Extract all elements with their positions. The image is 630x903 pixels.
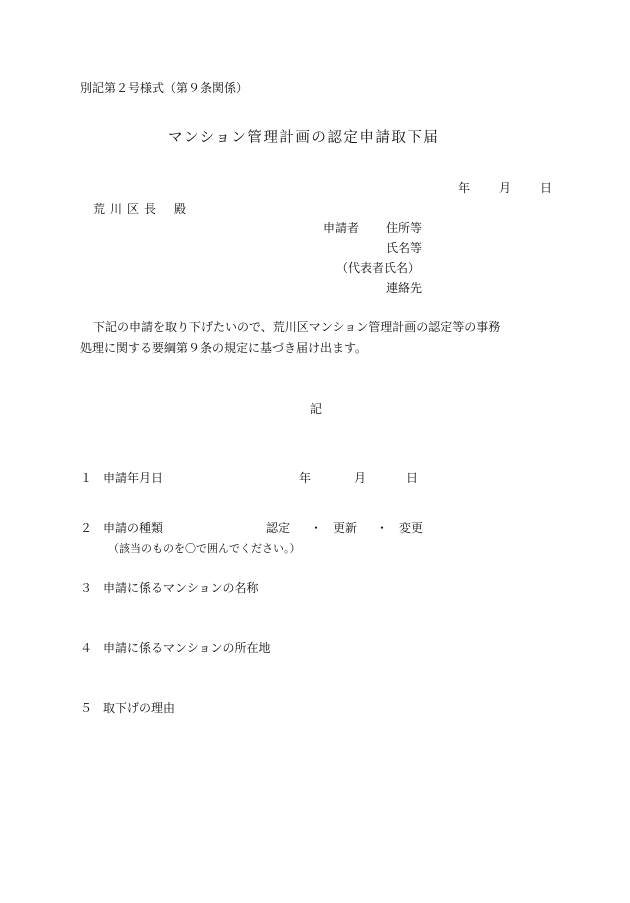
body-text-line-2: 処理に関する要綱第９条の規定に基づき届け出ます。 [80,341,368,355]
item-4-label: 申請に係るマンションの所在地 [103,641,271,655]
item-3-number: ３ [80,581,93,595]
item-1-year: 年 [299,471,312,485]
applicant-label: 申請者 [323,221,360,235]
date-year-label: 年 [458,181,471,195]
item-2-option-koushin: 更新 [333,521,358,535]
date-day-label: 日 [540,181,553,195]
item-2-separator-2: ・ [376,521,389,535]
item-5-number: ５ [80,701,93,715]
addressee-name: 荒川区長 [93,202,162,216]
applicant-address-label: 住所等 [386,221,423,235]
form-label: 別記第２号様式（第９条関係） [80,81,249,95]
item-4-number: ４ [80,641,93,655]
item-2-note: （該当のものを〇で囲んでください。） [108,542,301,555]
item-2-separator-1: ・ [310,521,323,535]
item-2-number: ２ [80,521,93,535]
item-3-label: 申請に係るマンションの名称 [103,581,259,595]
addressee-honorific: 殿 [174,202,187,216]
applicant-representative-label: （代表者氏名） [336,261,421,275]
applicant-contact-label: 連絡先 [386,281,423,295]
date-month-label: 月 [499,181,512,195]
body-text-line-1: 下記の申請を取り下げたいので、荒川区マンション管理計画の認定等の事務 [93,320,501,334]
applicant-name-label: 氏名等 [386,241,423,255]
item-2-label: 申請の種類 [103,521,164,535]
item-1-day: 日 [406,471,419,485]
item-2-option-nintei: 認定 [266,521,291,535]
item-1-number: １ [80,471,93,485]
item-2-option-henkou: 変更 [399,521,424,535]
item-1-label: 申請年月日 [103,471,164,485]
item-5-label: 取下げの理由 [103,701,176,715]
ki-heading: 記 [310,402,323,416]
page-title: マンション管理計画の認定申請取下届 [168,130,440,146]
item-1-month: 月 [354,471,367,485]
